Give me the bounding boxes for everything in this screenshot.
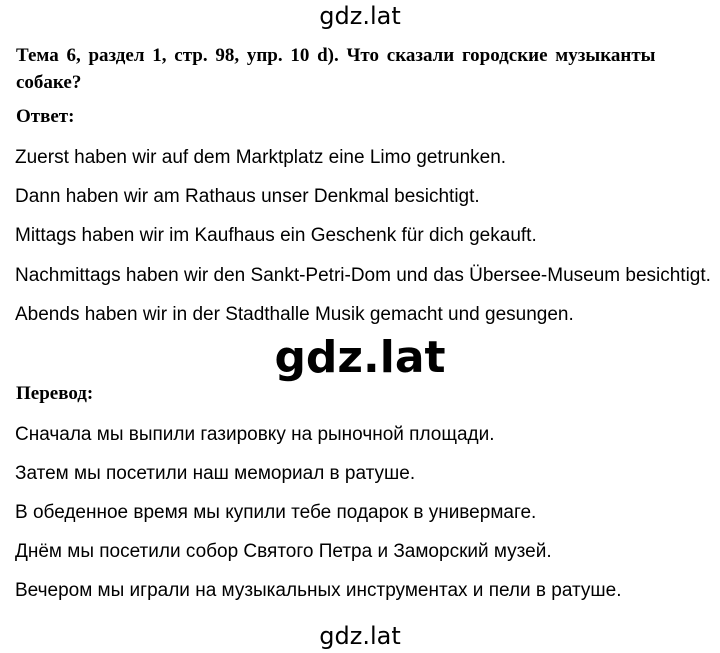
answer-line: Zuerst haben wir auf dem Marktplatz eine Limo getrunken. — [15, 147, 507, 168]
answer-line: Abends haben wir in der Stadthalle Musik gemacht und gesungen. — [15, 304, 574, 325]
translation-line: Сначала мы выпили газировку на рыночной площади. — [15, 424, 495, 445]
watermark-middle: gdz.lat — [274, 332, 446, 383]
translation-line: Днём мы посетили собор Святого Петра и Заморский музей. — [15, 541, 552, 562]
answer-line: Dann haben wir am Rathaus unser Denkmal besichtigt. — [15, 186, 480, 207]
watermark-top: gdz.lat — [319, 2, 401, 30]
translation-label: Перевод: — [16, 383, 94, 404]
exercise-heading: Тема 6, раздел 1, стр. 98, упр. 10 d). Что сказали городские музыканты собаке? — [16, 45, 656, 93]
answer-line: Nachmittags haben wir den Sankt-Petri-Dom und das Übersee-Museum besichtigt. — [15, 265, 711, 286]
translation-line: В обеденное время мы купили тебе подарок в универмаге. — [15, 502, 537, 523]
translation-line: Затем мы посетили наш мемориал в ратуше. — [15, 463, 416, 484]
answer-line: Mittags haben wir im Kaufhaus ein Geschenk für dich gekauft. — [15, 225, 537, 246]
translation-line: Вечером мы играли на музыкальных инструментах и пели в ратуше. — [15, 580, 622, 601]
watermark-bottom: gdz.lat — [319, 622, 401, 650]
answer-label: Ответ: — [16, 106, 75, 127]
